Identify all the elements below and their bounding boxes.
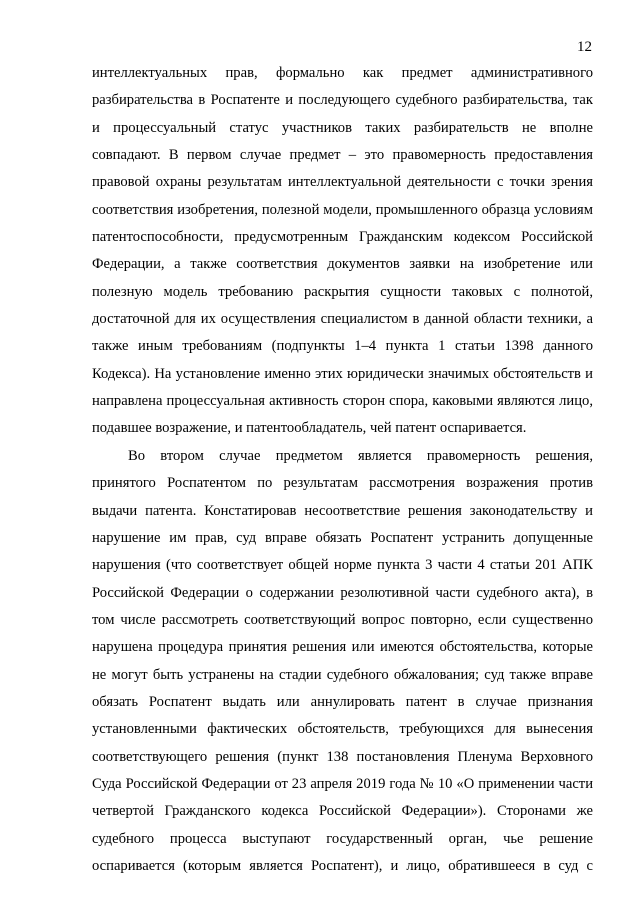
text-line: и процессуальный статус участников таких разбирательств не вполне xyxy=(92,119,593,136)
text-line: Федерации, а также соответствия документов заявки на изобретение или xyxy=(92,256,593,273)
text-line: нарушения (что соответствует общей норме пункта 3 части 4 статьи 201 АПК xyxy=(92,557,593,574)
text-line: установленными фактических обстоятельств, требующихся для вынесения xyxy=(92,721,593,738)
text-line: выдачи патента. Констатировав несоответствие решения законодательству и xyxy=(92,502,593,519)
text-line: соответствия изобретения, полезной модели, промышленного образца условиям xyxy=(92,201,593,218)
text-line: принятого Роспатентом по результатам рассмотрения возражения против xyxy=(92,475,593,492)
text-line: нарушена процедура принятия решения или имеются обстоятельства, которые xyxy=(92,639,593,656)
text-line: достаточной для их осуществления специалистом в данной области техники, а xyxy=(92,311,593,328)
text-line: правовой охраны результатам интеллектуальной деятельности с точки зрения xyxy=(92,174,593,191)
text-line: оспаривается (которым является Роспатент), и лицо, обратившееся в суд с xyxy=(92,857,593,874)
text-line: Кодекса). На установление именно этих юридически значимых обстоятельств и xyxy=(92,365,593,382)
text-line: не могут быть устранены на стадии судебного обжалования; суд также вправе xyxy=(92,666,593,683)
text-line: нарушение им прав, суд вправе обязать Роспатент устранить допущенные xyxy=(92,529,593,546)
text-line: четвертой Гражданского кодекса Российской Федерации»). Сторонами же xyxy=(92,803,593,820)
text-line: Во втором случае предметом является правомерность решения, xyxy=(128,447,593,464)
text-line: направлена процессуальная активность сторон спора, каковыми являются лицо, xyxy=(92,393,593,410)
page-number: 12 xyxy=(577,39,592,55)
text-line: полезную модель требованию раскрытия сущности таковых с полнотой, xyxy=(92,283,593,300)
text-line: интеллектуальных прав, формально как предмет административного xyxy=(92,65,593,81)
text-line: обязать Роспатент выдать или аннулировать патент в случае признания xyxy=(92,693,593,710)
text-line: том числе рассмотреть соответствующий вопрос повторно, если существенно xyxy=(92,611,593,628)
document-body xyxy=(92,60,593,880)
paragraph-2 xyxy=(92,443,593,881)
paragraph-1 xyxy=(92,60,593,443)
text-line: подавшее возражение, и патентообладатель, чей патент оспаривается. xyxy=(92,420,527,437)
text-line: Российской Федерации о содержании резолютивной части судебного акта), в xyxy=(92,584,593,601)
text-line: судебного процесса выступают государственный орган, чье решение xyxy=(92,830,593,847)
text-line: патентоспособности, предусмотренным Гражданским кодексом Российской xyxy=(92,229,593,246)
text-line: также иным требованиям (подпункты 1–4 пункта 1 статьи 1398 данного xyxy=(92,338,593,355)
text-line: разбирательства в Роспатенте и последующего судебного разбирательства, так xyxy=(92,92,593,109)
text-line: совпадают. В первом случае предмет – это правомерность предоставления xyxy=(92,147,593,164)
text-line: соответствующего решения (пункт 138 постановления Пленума Верховного xyxy=(92,748,593,765)
text-line: Суда Российской Федерации от 23 апреля 2019 года № 10 «О применении части xyxy=(92,775,593,792)
